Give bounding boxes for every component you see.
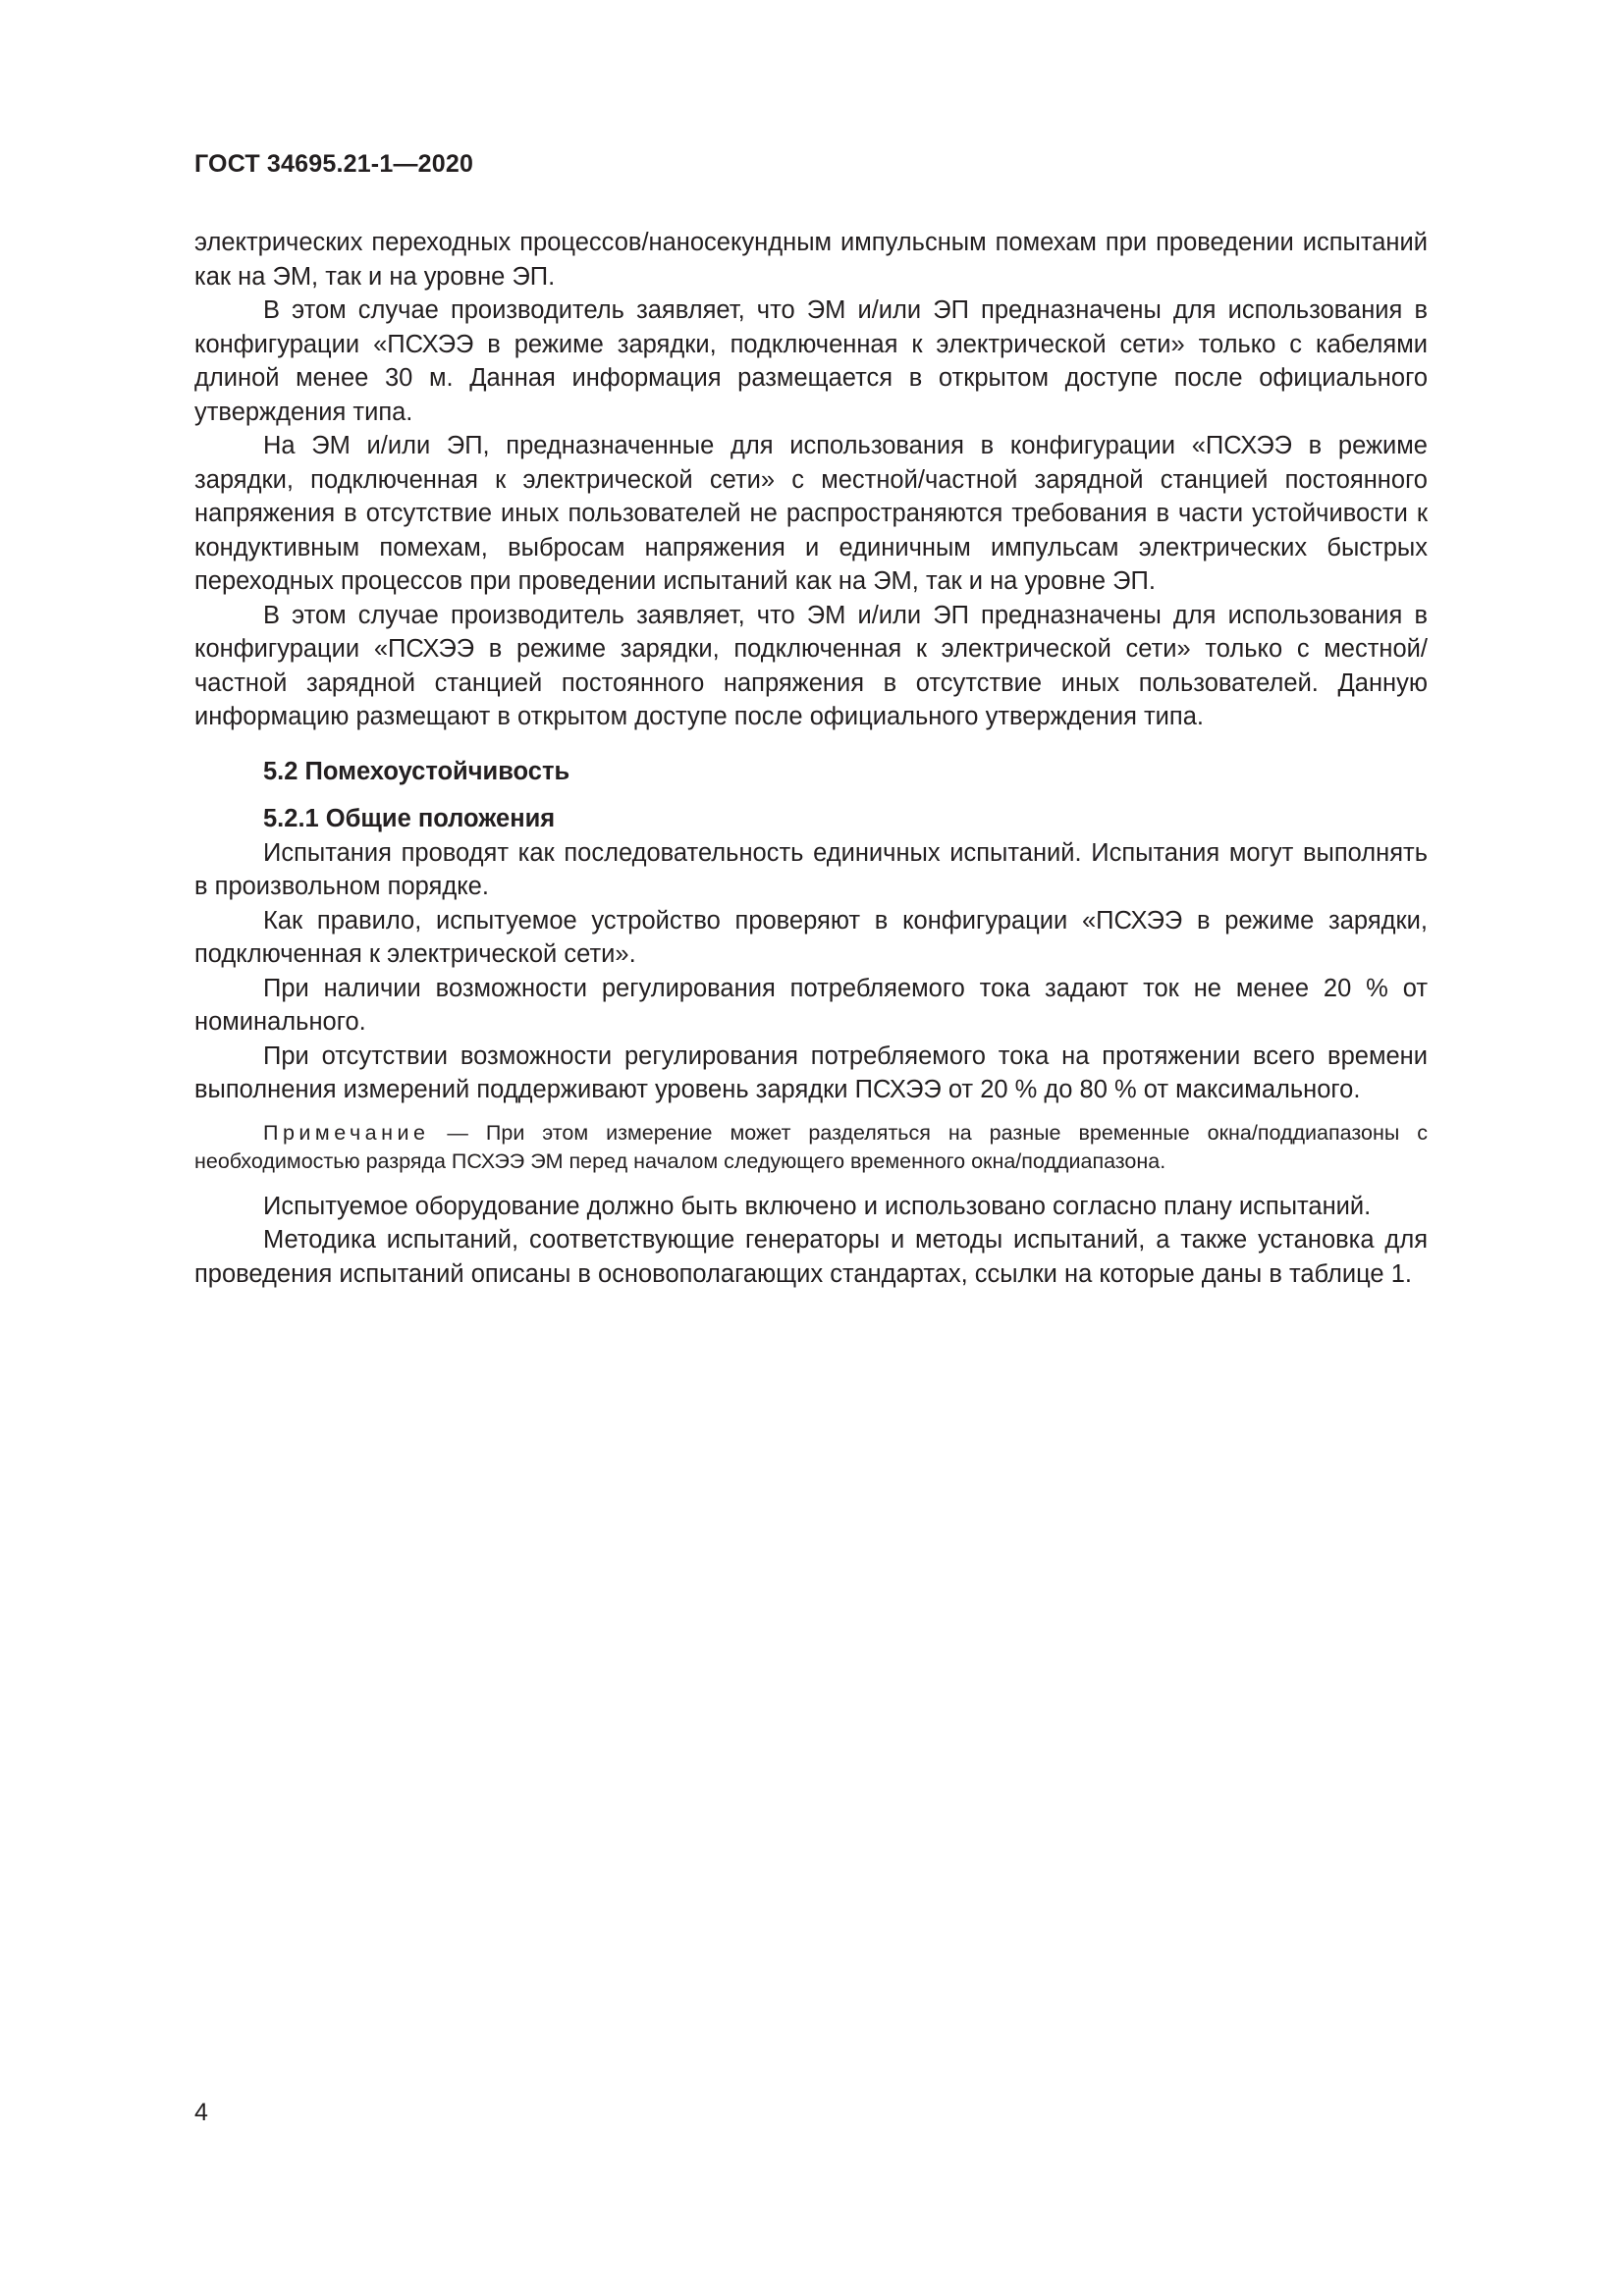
paragraph-continued: электрических переходных процессов/наносекундным импульсным помехам при проведении испытаний как на ЭМ, так и на уровне ЭП. — [194, 229, 1428, 291]
note — [194, 1119, 1428, 1176]
note-text: — При этом измерение может разделяться на разные временные окна/поддиапазоны с необходимостью разряда ПСХЭЭ ЭМ перед началом следующего временного окна/поддиапазона. — [194, 1120, 1428, 1173]
paragraph-test-methods: Методика испытаний, соответствующие генераторы и методы испытаний, а также установка для проведения испытаний описаны в основополагающих стандартах, ссылки на которые даны в таблице 1. — [194, 1226, 1428, 1288]
paragraph-test-plan: Испытуемое оборудование должно быть включено и использовано согласно плану испытаний. — [263, 1192, 1372, 1220]
standard-header: ГОСТ 34695.21-1—2020 — [194, 150, 474, 178]
paragraph-cable-length: В этом случае производитель заявляет, что ЭМ и/или ЭП предназначены для использования в конфигурации «ПСХЭЭ в режиме зарядки, подключенная к электрической сети» только с кабелями длиной менее 30 м. Данная информация размещается в открытом доступе после официального утверждения типа. — [194, 296, 1428, 426]
paragraph-charge-level: При отсутствии возможности регулирования потребляемого тока на протяжении всего времени выполнения измерений поддерживают уровень зарядки ПСХЭЭ от 20 % до 80 % от максимального. — [194, 1041, 1428, 1103]
note-label: Примечание — [263, 1120, 430, 1145]
paragraph-current-regulation: При наличии возможности регулирования потребляемого тока задают ток не менее 20 % от номинального. — [194, 974, 1428, 1036]
paragraph-test-sequence: Испытания проводят как последовательность единичных испытаний. Испытания могут выполнять в произвольном порядке. — [194, 838, 1428, 900]
subsection-title: 5.2.1 Общие положения — [263, 805, 556, 832]
page-content — [194, 226, 1428, 1291]
paragraph-local-station: На ЭМ и/или ЭП, предназначенные для использования в конфигурации «ПСХЭЭ в режиме зарядки, подключенная к электрической сети» с местной/частной зарядной станцией постоянного напряжения в отсутствие иных пользователей не распространяются требования в части устойчивости к кондуктивным помехам, выбросам напряжения и единичным импульсам электрических быстрых переходных процессов при проведении испытаний как на ЭМ, так и на уровне ЭП. — [194, 432, 1428, 595]
section-title: 5.2 Помехоустойчивость — [263, 757, 570, 785]
page-number: 4 — [194, 2099, 208, 2126]
paragraph-configuration: Как правило, испытуемое устройство проверяют в конфигурации «ПСХЭЭ в режиме зарядки, подключенная к электрической сети». — [194, 906, 1428, 968]
paragraph-manufacturer-declaration: В этом случае производитель заявляет, что ЭМ и/или ЭП предназначены для использования в конфигурации «ПСХЭЭ в режиме зарядки, подключенная к электрической сети» только с местной/частной зарядной станцией постоянного напряжения в отсутствие иных пользователей. Данную информацию размещают в открытом доступе после официального утверждения типа. — [194, 601, 1428, 730]
